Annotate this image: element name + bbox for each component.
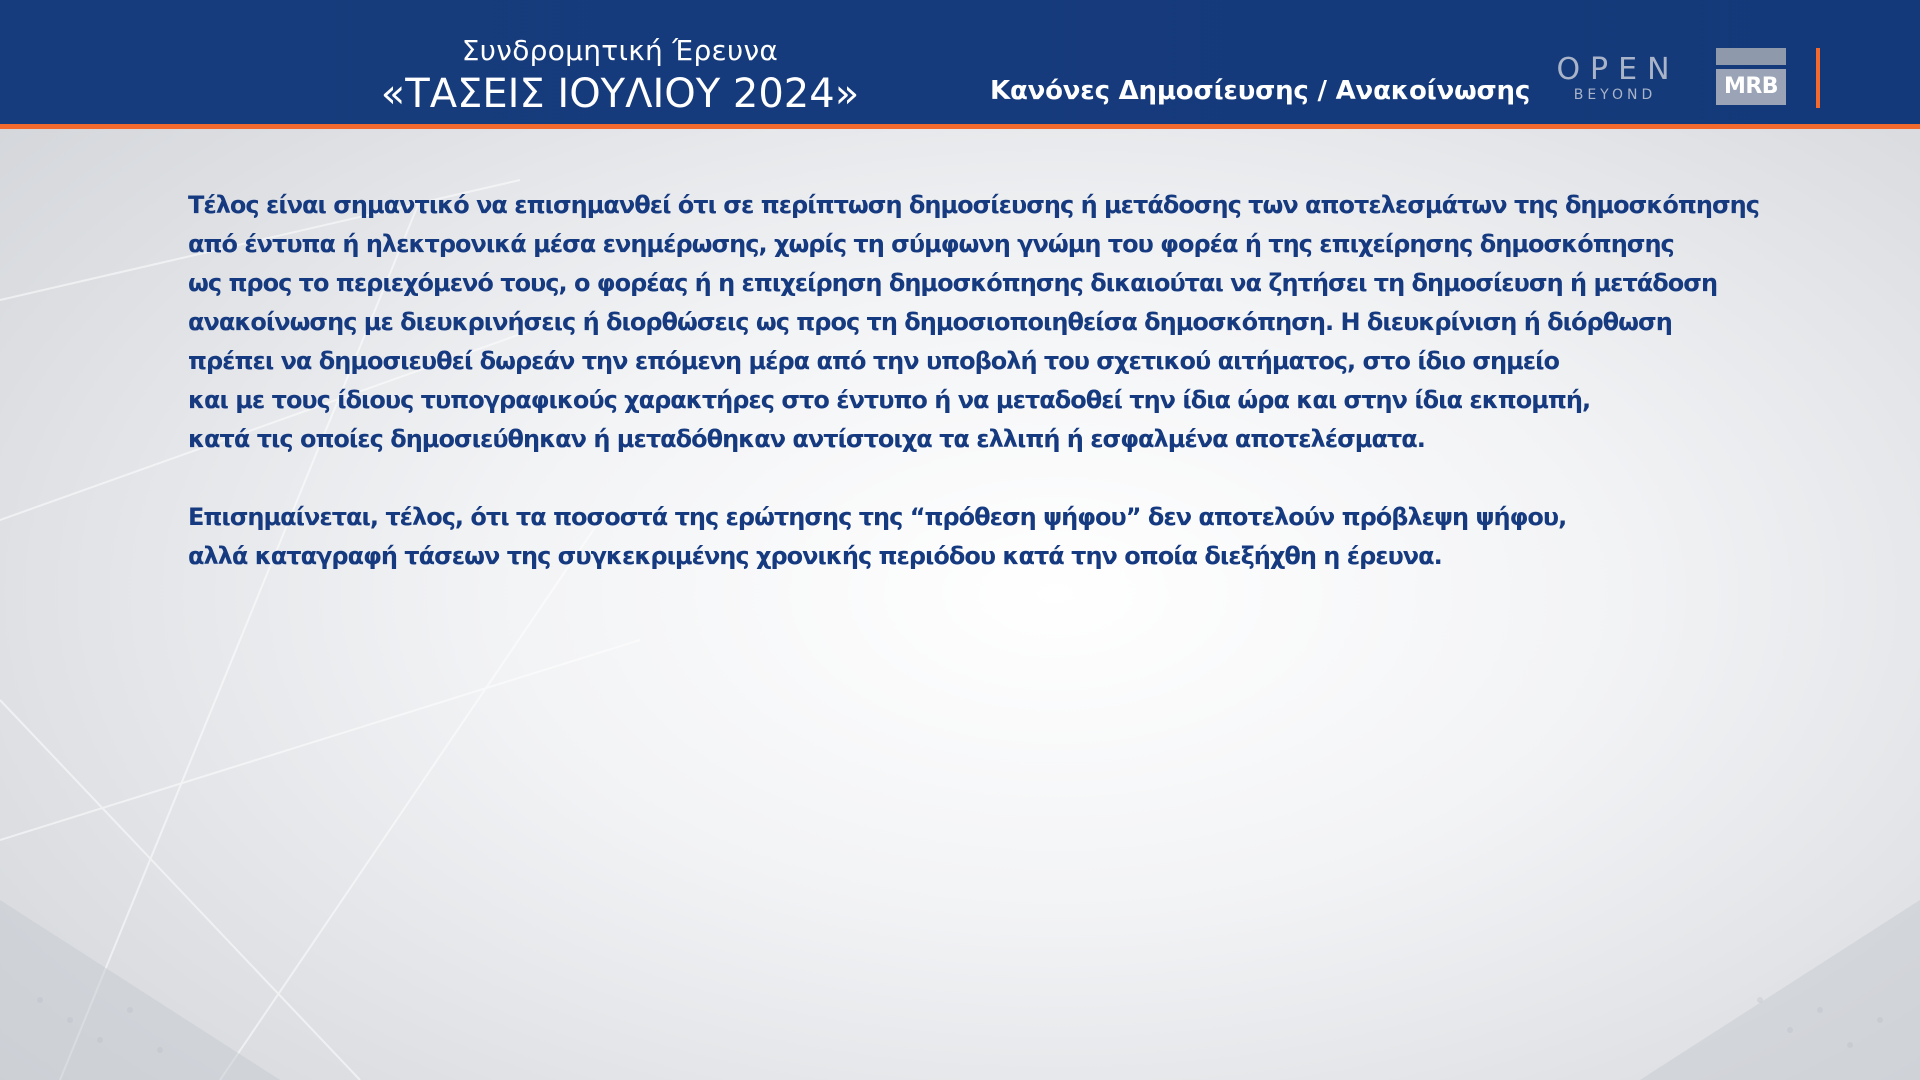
open-logo-word: OPEN (1556, 52, 1680, 87)
header-bar (0, 0, 1920, 129)
header-title-block (300, 34, 940, 118)
section-title: Κανόνες Δημοσίευσης / Ανακοίνωσης (990, 76, 1531, 106)
mrb-logo (1716, 48, 1786, 108)
paragraph-line: πρέπει να δημοσιευθεί δωρεάν την επόμενη μέρα από την υποβολή του σχετικού αιτήματος, στο ίδιο σημείο (188, 347, 1560, 375)
paragraph-publication-rules (188, 186, 1828, 459)
paragraph-line: Τέλος είναι σημαντικό να επισημανθεί ότι σε περίπτωση δημοσίευσης ή μετάδοσης των αποτελεσμάτων της δημοσκόπησης (188, 191, 1759, 219)
open-beyond-logo (1545, 54, 1681, 110)
paragraph-line: αλλά καταγραφή τάσεων της συγκεκριμένης χρονικής περιόδου κατά την οποία διεξήχθη η έρευνα. (188, 542, 1442, 570)
paragraph-line: ως προς το περιεχόμενό τους, ο φορέας ή η επιχείρηση δημοσκόπησης δικαιούται να ζητήσει τη δημοσίευση ή μετάδοση (188, 269, 1718, 297)
body-text (188, 186, 1828, 576)
mrb-logo-text: MRB (1716, 69, 1786, 105)
paragraph-line: κατά τις οποίες δημοσιεύθηκαν ή μεταδόθηκαν αντίστοιχα τα ελλιπή ή εσφαλμένα αποτελέσματα. (188, 425, 1425, 453)
header-subtitle: Συνδρομητική Έρευνα (461, 34, 779, 67)
header-title: «ΤΑΣΕΙΣ ΙΟΥΛΙΟΥ 2024» (380, 71, 860, 117)
open-logo-sub: BEYOND (1573, 87, 1657, 103)
paragraph-line: και με τους ίδιους τυπογραφικούς χαρακτήρες στο έντυπο ή να μεταδοθεί την ίδια ώρα και στην ίδια εκπομπή, (188, 386, 1591, 414)
paragraph-line: ανακοίνωσης με διευκρινήσεις ή διορθώσεις ως προς τη δημοσιοποιηθείσα δημοσκόπηση. Η διευκρίνιση ή διόρθωση (188, 308, 1672, 336)
paragraph-vote-intention-note (188, 498, 1828, 576)
header-accent-bar (1816, 48, 1820, 108)
mrb-logo-stripe (1716, 48, 1786, 65)
paragraph-line: από έντυπα ή ηλεκτρονικά μέσα ενημέρωσης, χωρίς τη σύμφωνη γνώμη του φορέα ή της επιχείρησης δημοσκόπησης (188, 230, 1674, 258)
paragraph-line: Επισημαίνεται, τέλος, ότι τα ποσοστά της ερώτησης της “πρόθεση ψήφου” δεν αποτελούν πρόβλεψη ψήφου, (188, 503, 1567, 531)
